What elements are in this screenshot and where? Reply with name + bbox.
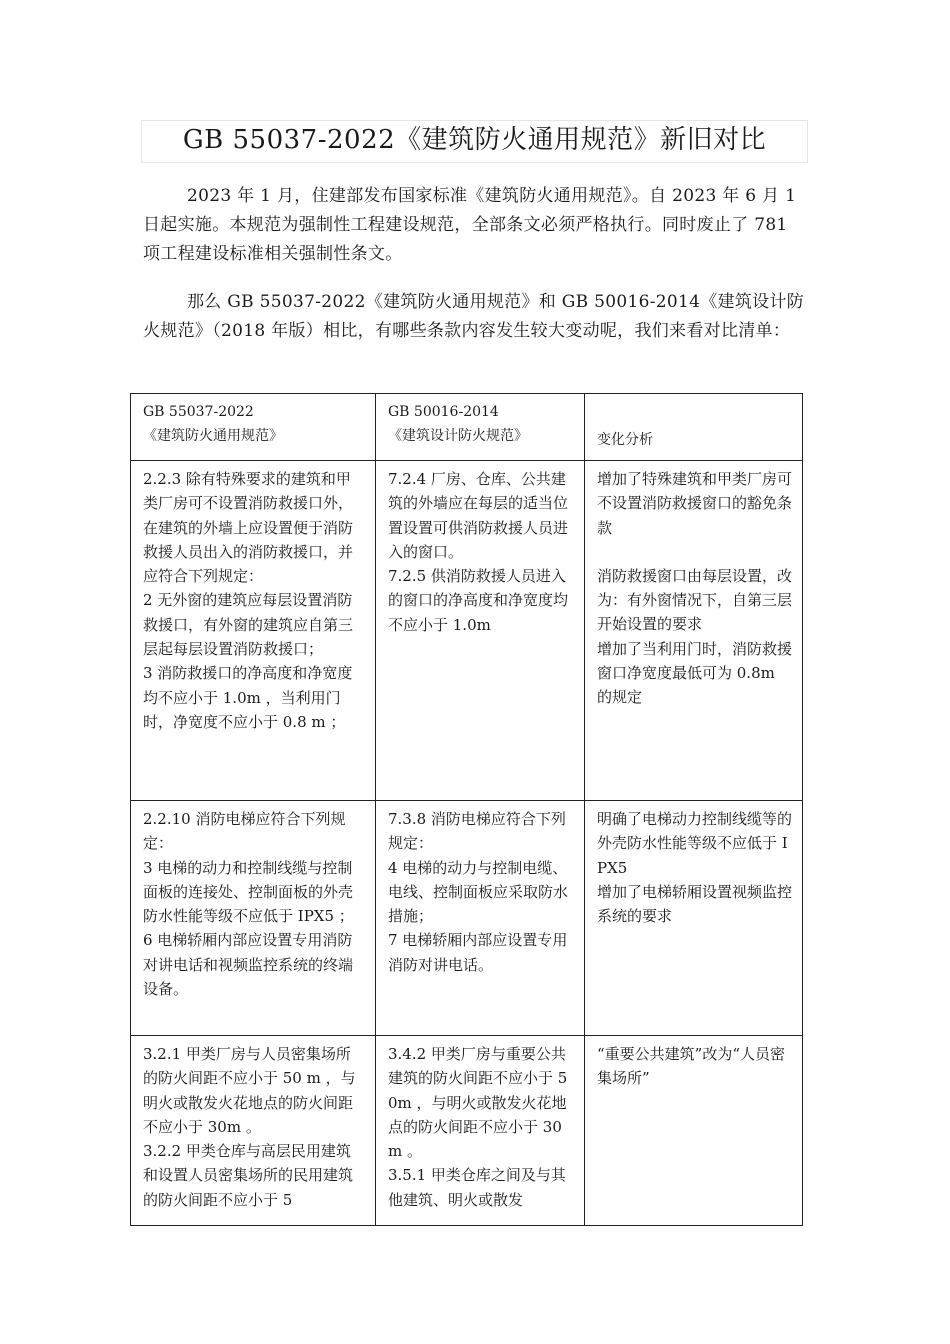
new-code-clause: 2.2.10 消防电梯应符合下列规定： (143, 810, 346, 853)
new-code-clause: 3 电梯的动力和控制线缆与控制面板的连接处、控制面板的外壳防水性能等级不应低于 IPX5 ； (143, 858, 354, 926)
header-old-code-number: GB 50016-2014 (388, 404, 499, 420)
table-row (131, 801, 803, 1036)
analysis-cell (585, 1036, 803, 1226)
old-code-clause: 7.2.4 厂房、仓库、公共建筑的外墙应在每层的适当位置设置可供消防救援人员进入的窗口。 (388, 470, 569, 561)
intro-paragraph: 2023 年 1 月，住建部发布国家标准《建筑防火通用规范》。自 2023 年 6 月 1 日起实施。本规范为强制性工程建设规范，全部条文必须严格执行。同时废止了 781 项工程建设标准相关强制性条文。 (143, 186, 797, 264)
analysis-text: 明确了电梯动力控制线缆等的外壳防水性能等级不应低于 IPX5 (597, 810, 793, 877)
header-analysis-label: 变化分析 (597, 432, 653, 448)
old-code-clause: 7.3.8 消防电梯应符合下列规定： (388, 810, 566, 853)
table-row (131, 461, 803, 801)
new-code-clause: 6 电梯轿厢内部应设置专用消防对讲电话和视频监控系统的终端设备。 (143, 931, 354, 999)
header-new-code-name: 《建筑防火通用规范》 (143, 428, 283, 444)
new-code-clause: 3 消防救援口的净高度和净宽度均不应小于 1.0m ，当利用门时，净宽度不应小于 0.8 m ； (143, 664, 353, 731)
header-new-code-number: GB 55037-2022 (143, 404, 254, 420)
new-code-clause: 3.2.1 甲类厂房与人员密集场所的防火间距不应小于 50 m ，与明火或散发火花地点的防火间距不应小于 30m 。 (143, 1045, 356, 1136)
old-code-cell (376, 1036, 585, 1226)
comparison-table (130, 393, 803, 1226)
header-old-code-name: 《建筑设计防火规范》 (388, 428, 528, 444)
old-code-clause: 4 电梯的动力与控制电缆、电线、控制面板应采取防水措施； (388, 858, 569, 926)
page-title: GB 55037-2022《建筑防火通用规范》新旧对比 (182, 125, 767, 155)
new-code-cell (131, 461, 376, 801)
analysis-cell (585, 801, 803, 1036)
analysis-text: 增加了电梯轿厢设置视频监控系统的要求 (597, 882, 793, 926)
new-code-clause: 3.2.2 甲类仓库与高层民用建筑和设置人员密集场所的民用建筑的防火间距不应小于 5 (143, 1142, 354, 1209)
question-paragraph: 那么 GB 55037-2022《建筑防火通用规范》和 GB 50016-2014《建筑设计防火规范》（2018 年版）相比，有哪些条款内容发生较大变动呢，我们来看对比清单： (143, 292, 805, 341)
analysis-text: 消防救援窗口由每层设置，改为：有外窗情况下，自第三层开始设置的要求 (597, 566, 793, 634)
table-row (131, 1036, 803, 1226)
analysis-cell (585, 461, 803, 801)
analysis-spacer (597, 540, 792, 564)
old-code-clause: 7 电梯轿厢内部应设置专用消防对讲电话。 (388, 931, 568, 974)
old-code-clause: 3.5.1 甲类仓库之间及与其他建筑、明火或散发 (388, 1166, 566, 1209)
header-new-code (131, 394, 376, 461)
new-code-cell (131, 801, 376, 1036)
title-box (141, 120, 808, 163)
old-code-cell (376, 461, 585, 801)
old-code-cell (376, 801, 585, 1036)
header-analysis (585, 394, 803, 461)
new-code-clause: 2.2.3 除有特殊要求的建筑和甲类厂房可不设置消防救援口外，在建筑的外墙上应设置便于消防救援人员出入的消防救援口，并应符合下列规定： (143, 470, 354, 586)
old-code-clause: 3.4.2 甲类厂房与重要公共建筑的防火间距不应小于 50m ，与明火或散发火花地点的防火间距不应小于 30m 。 (388, 1045, 568, 1161)
header-old-code (376, 394, 585, 461)
analysis-text: “重要公共建筑”改为“人员密集场所” (597, 1045, 786, 1088)
old-code-clause: 7.2.5 供消防救援人员进入的窗口的净高度和净宽度均不应小于 1.0m (388, 567, 569, 634)
analysis-text: 增加了当利用门时，消防救援窗口净宽度最低可为 0.8m 的规定 (597, 639, 793, 707)
analysis-text: 增加了特殊建筑和甲类厂房可不设置消防救援窗口的豁免条款 (597, 470, 793, 537)
new-code-cell (131, 1036, 376, 1226)
new-code-clause: 2 无外窗的建筑应每层设置消防救援口，有外窗的建筑应自第三层起每层设置消防救援口； (143, 591, 354, 659)
table-header-row (131, 394, 803, 461)
